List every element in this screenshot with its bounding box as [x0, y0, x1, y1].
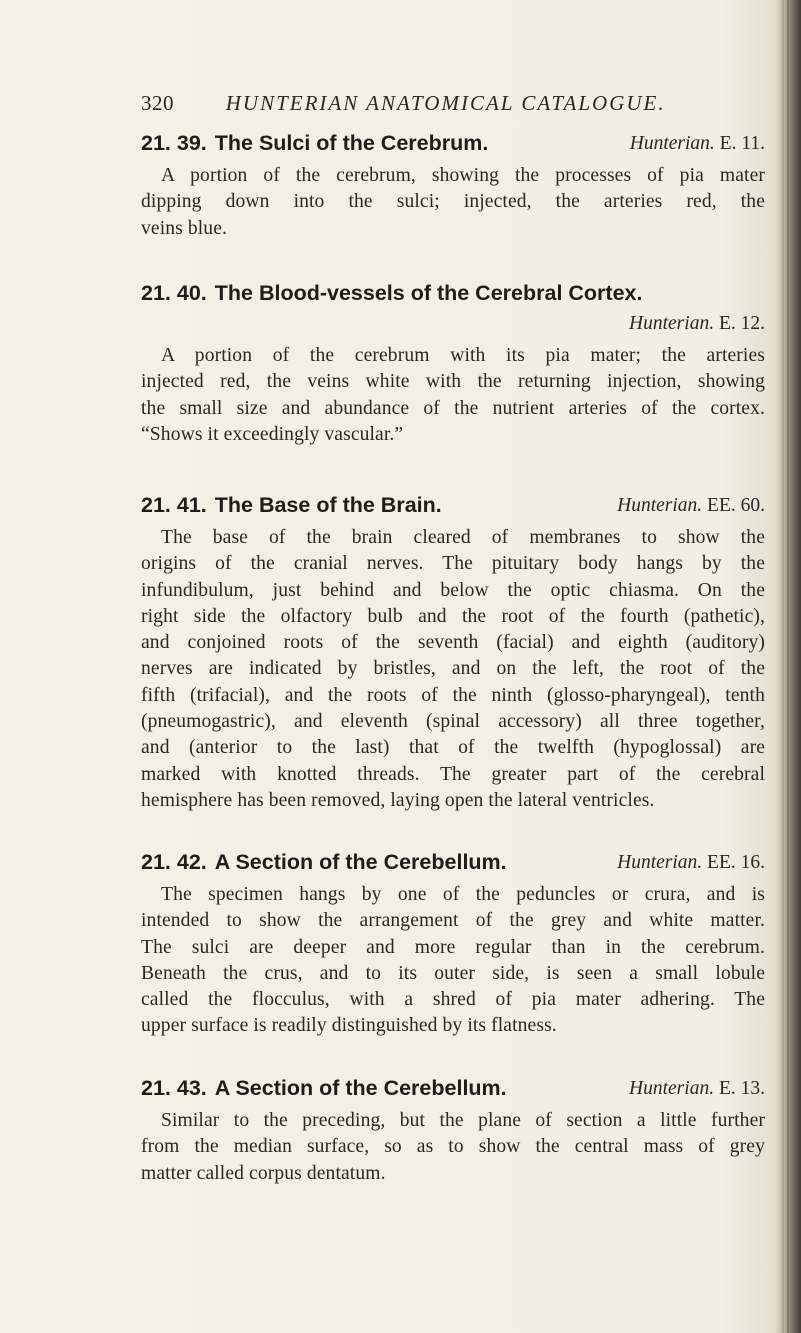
entry-text-line: upper surface is readily distinguished by its flatness.	[141, 1015, 557, 1037]
entry-text-line: “Shows it exceedingly vascular.”	[141, 423, 404, 445]
reference-source: Hunterian.	[617, 852, 703, 873]
reference-code: E. 11.	[719, 133, 765, 154]
catalogue-entry	[141, 850, 765, 1040]
entry-heading	[141, 281, 765, 313]
entry-number: 21. 39.	[141, 131, 207, 155]
entry-number: 21. 40.	[141, 281, 207, 305]
entry-text-line: intended to show the arrangement of the grey and white matter.	[141, 910, 765, 932]
entry-text-line: Beneath the crus, and to its outer side, is seen a small lobule	[141, 962, 765, 984]
entry-text-line: The specimen hangs by one of the peduncles or crura, and is	[161, 884, 765, 905]
catalogue-entry	[141, 493, 765, 814]
entry-text-line: hemisphere has been removed, laying open the lateral ventricles.	[141, 789, 655, 811]
reference-source: Hunterian.	[629, 1078, 715, 1099]
entry-text-line: called the flocculus, with a shred of pia mater adhering. The	[141, 989, 765, 1011]
entry-reference	[629, 1078, 765, 1100]
running-head-title: HUNTERIAN ANATOMICAL CATALOGUE.	[225, 91, 666, 115]
reference-code: E. 12.	[718, 313, 765, 334]
entry-reference	[617, 495, 765, 517]
entry-number: 21. 43.	[141, 1076, 207, 1100]
entry-heading	[141, 131, 765, 163]
entry-reference-line	[141, 313, 765, 343]
reference-code: EE. 60.	[707, 495, 765, 516]
entry-title: A Section of the Cerebellum.	[214, 1076, 507, 1100]
entry-heading	[141, 1076, 765, 1108]
catalogue-entry	[141, 281, 765, 448]
entry-text-line: the small size and abundance of the nutrient arteries of the cortex.	[141, 397, 765, 419]
entry-text-line: nerves are indicated by bristles, and on the left, the root of the	[141, 658, 765, 680]
entry-text-line: The sulci are deeper and more regular than in the cerebrum.	[141, 936, 765, 958]
entry-text-line: Similar to the preceding, but the plane of section a little further	[161, 1110, 765, 1131]
entry-text-line: from the median surface, so as to show the central mass of grey	[141, 1136, 765, 1158]
entry-text-line: A portion of the cerebrum with its pia mater; the arteries	[161, 345, 765, 366]
entry-text-line: (pneumogastric), and eleventh (spinal accessory) all three together,	[141, 711, 765, 733]
reference-source: Hunterian.	[629, 133, 715, 154]
entry-reference	[630, 133, 765, 155]
entry-text-line: right side the olfactory bulb and the root of the fourth (pathetic),	[141, 605, 765, 627]
entry-reference	[617, 852, 765, 874]
entry-title: The Base of the Brain.	[214, 493, 442, 517]
catalogue-entry	[141, 131, 765, 242]
entry-text-line: and (anterior to the last) that of the twelfth (hypoglossal) are	[141, 737, 765, 759]
entry-number: 21. 41.	[141, 493, 207, 517]
entry-text-line: A portion of the cerebrum, showing the processes of pia mater	[161, 165, 765, 186]
entry-text-line: dipping down into the sulci; injected, the arteries red, the	[141, 191, 765, 213]
running-head	[141, 91, 701, 116]
entry-number: 21. 42.	[141, 850, 207, 874]
entry-text-line: origins of the cranial nerves. The pituitary body hangs by the	[141, 553, 765, 575]
page-edge-line	[782, 0, 784, 1333]
reference-source: Hunterian.	[629, 313, 715, 334]
entry-text-line: The base of the brain cleared of membranes to show the	[161, 527, 765, 548]
entry-heading	[141, 850, 765, 882]
entry-text-line: matter called corpus dentatum.	[141, 1162, 386, 1184]
entry-text-line: marked with knotted threads. The greater part of the cerebral	[141, 763, 765, 785]
entry-title: A Section of the Cerebellum.	[214, 850, 507, 874]
reference-code: EE. 16.	[707, 852, 765, 873]
entry-text-line: and conjoined roots of the seventh (facial) and eighth (auditory)	[141, 632, 765, 654]
entry-text-line: veins blue.	[141, 217, 227, 239]
entry-text-line: infundibulum, just behind and below the optic chiasma. On the	[141, 579, 765, 601]
page-number: 320	[141, 91, 174, 115]
reference-source: Hunterian.	[617, 495, 703, 516]
page-edge-line	[787, 0, 789, 1333]
entry-reference	[629, 313, 765, 335]
entry-heading	[141, 493, 765, 525]
entry-text-line: fifth (trifacial), and the roots of the ninth (glosso-pharyngeal), tenth	[141, 684, 765, 706]
entry-title: The Sulci of the Cerebrum.	[214, 131, 489, 155]
catalogue-entry	[141, 1076, 765, 1187]
reference-code: E. 13.	[718, 1078, 765, 1099]
page-edge-line	[793, 0, 795, 1333]
entry-text-line: injected red, the veins white with the returning injection, showing	[141, 371, 765, 393]
entry-title: The Blood-vessels of the Cerebral Cortex.	[214, 281, 643, 305]
